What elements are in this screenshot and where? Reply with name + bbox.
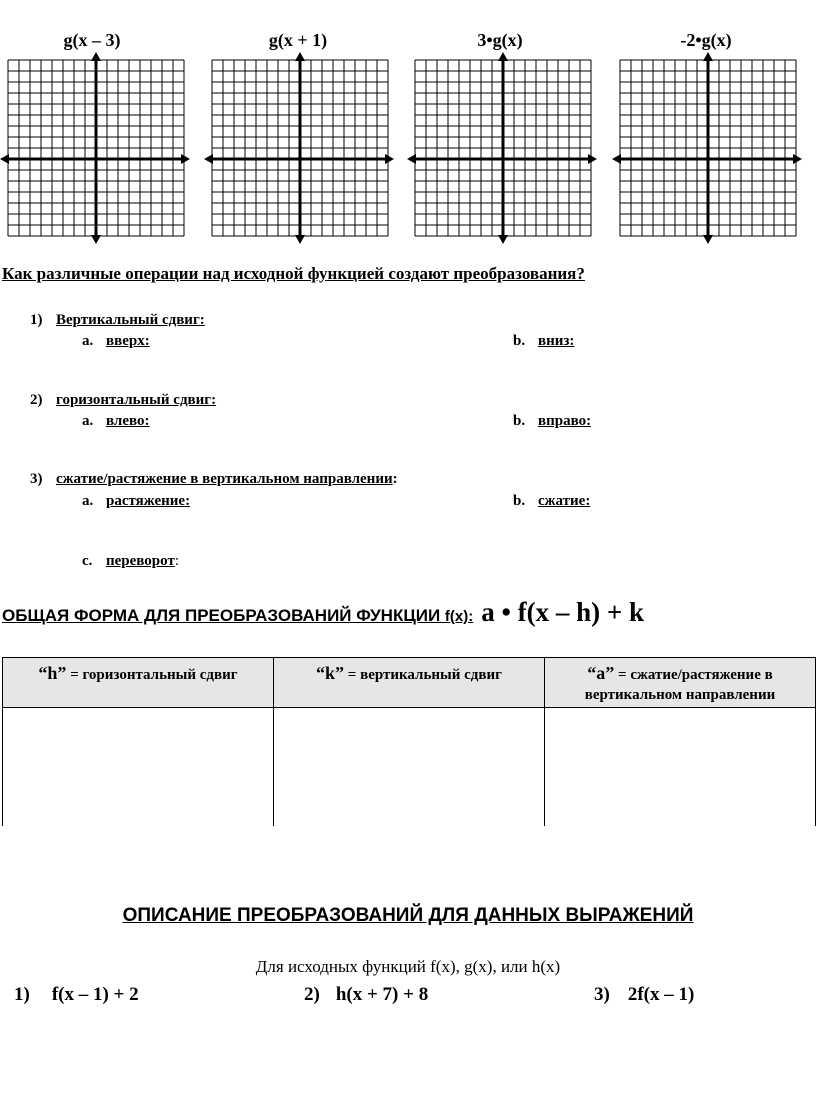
item-3-title: сжатие/растяжение в вертикальном направлении [56, 471, 393, 487]
arrow-left-icon [0, 154, 9, 164]
item-2-number: 2) [30, 392, 43, 408]
coordinate-grid-1 [0, 52, 190, 244]
table-cell-a[interactable] [545, 708, 816, 827]
coordinate-grid-2 [204, 52, 394, 244]
example-3-number: 3) [594, 984, 610, 1005]
arrow-down-icon [703, 235, 713, 244]
table-cell-k[interactable] [274, 708, 545, 827]
a-description: = сжатие/растяжение в вертикальном направлении [584, 667, 776, 703]
item-3b-text: сжатие: [538, 493, 591, 509]
item-2a-text: влево: [106, 413, 150, 429]
example-2-number: 2) [304, 984, 320, 1005]
item-3c-text: переворот [106, 553, 175, 569]
parameters-table [2, 657, 816, 826]
arrow-up-icon [295, 52, 305, 61]
example-2 [304, 984, 428, 1006]
item-1a-letter: a. [82, 333, 94, 349]
arrow-down-icon [295, 235, 305, 244]
arrow-right-icon [793, 154, 802, 164]
item-2-title: горизонтальный сдвиг: [56, 392, 217, 408]
table-header-a [545, 658, 816, 708]
example-1-number: 1) [14, 984, 30, 1005]
arrow-up-icon [91, 52, 101, 61]
example-3-expression: 2f(x – 1) [627, 984, 695, 1005]
coordinate-grid-3 [407, 52, 597, 244]
arrow-down-icon [91, 235, 101, 244]
section-2-subtitle: Для исходных функций f(x), g(x), или h(x) [255, 957, 561, 976]
graph-label-1: g(x – 3) [63, 30, 121, 50]
h-symbol: “h” [38, 663, 67, 683]
item-3-title-line [56, 471, 398, 488]
question-heading: Как различные операции над исходной функцией создают преобразования? [2, 264, 585, 283]
graph-label-3: 3•g(x) [477, 30, 523, 50]
item-2b-text: вправо: [538, 413, 592, 429]
table-header-k [274, 658, 545, 708]
general-form-fx: f(x): [444, 608, 474, 625]
arrow-down-icon [498, 235, 508, 244]
arrow-right-icon [385, 154, 394, 164]
arrow-right-icon [181, 154, 190, 164]
item-3-number: 3) [30, 471, 43, 487]
item-3b-letter: b. [513, 493, 526, 509]
item-3a-letter: a. [82, 493, 94, 509]
arrow-right-icon [588, 154, 597, 164]
arrow-left-icon [407, 154, 416, 164]
k-description: = вертикальный сдвиг [344, 667, 502, 683]
item-1a-text: вверх: [106, 333, 150, 349]
k-symbol: “k” [316, 663, 345, 683]
item-3-title-colon: : [392, 471, 398, 487]
example-2-expression: h(x + 7) + 8 [335, 984, 429, 1005]
general-form-line [2, 597, 644, 628]
arrow-left-icon [612, 154, 621, 164]
table-cell-h[interactable] [3, 708, 274, 827]
general-form-label: ОБЩАЯ ФОРМА ДЛЯ ПРЕОБРАЗОВАНИЙ ФУНКЦИИ [2, 606, 445, 625]
arrow-up-icon [498, 52, 508, 61]
item-2b-letter: b. [513, 413, 526, 429]
item-3c-line [106, 553, 179, 570]
a-symbol: “a” [587, 663, 615, 683]
item-1-number: 1) [30, 312, 43, 328]
section-2-title [0, 905, 816, 927]
section-2-title-text: ОПИСАНИЕ ПРЕОБРАЗОВАНИЙ ДЛЯ ДАННЫХ ВЫРАЖЕНИЙ [122, 905, 694, 926]
item-3a-text: растяжение: [106, 493, 191, 509]
example-1 [14, 984, 139, 1006]
table-header-h [3, 658, 274, 708]
item-3c-colon: : [174, 553, 179, 569]
item-2a-letter: a. [82, 413, 94, 429]
example-3 [594, 984, 694, 1006]
item-1b-text: вниз: [538, 333, 575, 349]
item-1-title: Вертикальный сдвиг: [56, 312, 205, 328]
h-description: = горизонтальный сдвиг [66, 667, 238, 683]
arrow-up-icon [703, 52, 713, 61]
coordinate-grid-4 [612, 52, 802, 244]
graph-label-4: -2•g(x) [680, 30, 732, 50]
graph-label-2: g(x + 1) [268, 30, 328, 50]
item-3c-letter: c. [82, 553, 93, 569]
item-1b-letter: b. [513, 333, 526, 349]
arrow-left-icon [204, 154, 213, 164]
general-form-formula: a • f(x – h) + k [481, 597, 645, 627]
example-1-expression: f(x – 1) + 2 [51, 984, 139, 1005]
